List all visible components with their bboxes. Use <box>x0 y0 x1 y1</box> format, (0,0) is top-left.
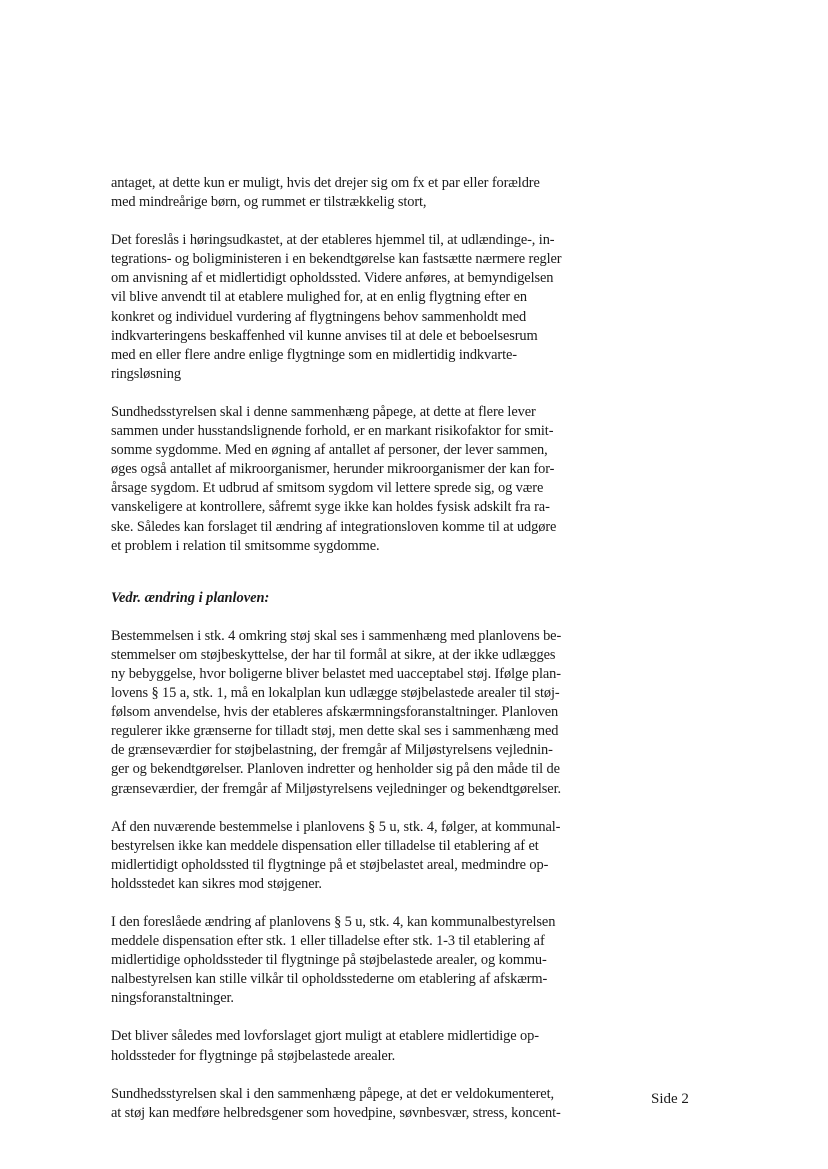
paragraph-spacer <box>111 384 605 403</box>
text-line: sammen under husstandslignende forhold, er en markant risikofaktor for smit- <box>111 423 554 440</box>
text-line: midlertidige opholdssteder til flygtninge på støjbelastede arealer, og kommu- <box>111 952 547 969</box>
text-line: lovens § 15 a, stk. 1, må en lokalplan kun udlægge støjbelastede arealer til støj- <box>111 685 560 702</box>
text-line: antaget, at dette kun er muligt, hvis det drejer sig om fx et par eller forældre <box>111 175 540 191</box>
text-line: om anvisning af et midlertidigt opholdssted. Videre anføres, at bemyndigelsen <box>111 270 554 287</box>
text-line: Det bliver således med lovforslaget gjort muligt at etablere midlertidige op- <box>111 1028 539 1045</box>
text-line: regulerer ikke grænserne for tilladt støj, men dette skal ses i sammenhæng med <box>111 723 559 740</box>
paragraph-4 <box>111 627 605 799</box>
text-line: tegrations- og boligministeren i en bekendtgørelse kan fastsætte nærmere regler <box>111 251 562 268</box>
text-line: at støj kan medføre helbredsgener som hovedpine, søvnbesvær, stress, koncent- <box>111 1104 561 1121</box>
paragraph-7 <box>111 1027 605 1065</box>
text-line: et problem i relation til smitsomme sygdomme. <box>111 537 380 554</box>
text-line: stemmelser om støjbeskyttelse, der har til formål at sikre, at der ikke udlægges <box>111 646 556 663</box>
paragraph-spacer <box>111 1066 605 1085</box>
paragraph-spacer <box>111 894 605 913</box>
text-line: med en eller flere andre enlige flygtninge som en midlertidig indkvarte- <box>111 346 517 363</box>
paragraph-8 <box>111 1085 605 1123</box>
paragraph-spacer <box>111 608 605 627</box>
paragraph-spacer <box>111 799 605 818</box>
text-line: konkret og individuel vurdering af flygtningens behov sammenholdt med <box>111 308 527 325</box>
paragraph-6 <box>111 913 605 1008</box>
section-heading: Vedr. ændring i planloven: <box>111 589 270 606</box>
text-line: Af den nuværende bestemmelse i planlovens § 5 u, stk. 4, følger, at kommunal- <box>111 818 561 835</box>
text-line: ger og bekendtgørelser. Planloven indretter og henholder sig på den måde til de <box>111 761 560 778</box>
section-spacer <box>111 556 605 589</box>
text-line: med mindreårige børn, og rummet er tilstrækkelig stort, <box>111 194 427 211</box>
text-line: indkvarteringens beskaffenhed vil kunne anvises til at dele et beboelsesrum <box>111 327 538 344</box>
paragraph-spacer <box>111 1008 605 1027</box>
text-line: øges også antallet af mikroorganismer, herunder mikroorganismer der kan for- <box>111 461 555 478</box>
text-line: meddele dispensation efter stk. 1 eller tilladelse efter stk. 1-3 til etablering af <box>111 933 545 950</box>
paragraph-3 <box>111 403 605 556</box>
page-number: Side 2 <box>651 1091 689 1107</box>
paragraph-2 <box>111 231 605 384</box>
text-line: nalbestyrelsen kan stille vilkår til opholdsstederne om etablering af afskærm- <box>111 971 548 988</box>
text-line: Sundhedsstyrelsen skal i denne sammenhæng påpege, at dette at flere lever <box>111 403 536 420</box>
text-line: midlertidigt opholdssted til flygtninge på et støjbelastet areal, medmindre op- <box>111 856 549 873</box>
text-line: de grænseværdier for støjbelastning, der fremgår af Miljøstyrelsens vejlednin- <box>111 742 553 759</box>
paragraph-spacer <box>111 212 605 231</box>
text-line: somme sygdomme. Med en øgning af antallet af personer, der lever sammen, <box>111 442 548 459</box>
text-line: ske. Således kan forslaget til ændring af integrationsloven komme til at udgøre <box>111 518 557 535</box>
text-line: bestyrelsen ikke kan meddele dispensation eller tilladelse til etablering af et <box>111 837 539 854</box>
text-line: følsom anvendelse, hvis der etableres afskærmningsforanstaltninger. Planloven <box>111 704 559 721</box>
text-line: vil blive anvendt til at etablere mulighed for, at en enlig flygtning efter en <box>111 289 528 306</box>
text-line: holdsstedet kan sikres mod støjgener. <box>111 875 322 892</box>
text-line: holdssteder for flygtninge på støjbelastede arealer. <box>111 1047 396 1064</box>
document-body <box>111 174 605 1123</box>
text-line: Sundhedsstyrelsen skal i den sammenhæng påpege, at det er veldokumenteret, <box>111 1085 554 1102</box>
text-line: grænseværdier, der fremgår af Miljøstyrelsens vejledninger og bekendtgørelser. <box>111 780 561 797</box>
text-line: Bestemmelsen i stk. 4 omkring støj skal ses i sammenhæng med planlovens be- <box>111 627 562 644</box>
text-line: Det foreslås i høringsudkastet, at der etableres hjemmel til, at udlændinge-, in- <box>111 232 555 249</box>
text-line: ringsløsning <box>111 365 181 382</box>
text-line: I den foreslåede ændring af planlovens § 5 u, stk. 4, kan kommunalbestyrelsen <box>111 914 556 930</box>
text-line: årsage sygdom. Et udbrud af smitsom sygdom vil lettere sprede sig, og være <box>111 480 544 497</box>
paragraph-1 <box>111 174 605 212</box>
paragraph-5 <box>111 818 605 894</box>
text-line: ningsforanstaltninger. <box>111 990 234 1007</box>
text-line: vanskeligere at kontrollere, såfremt syge ikke kan holdes fysisk adskilt fra ra- <box>111 499 550 516</box>
text-line: ny bebyggelse, hvor boligerne bliver belastet med uacceptabel støj. Ifølge plan- <box>111 665 561 682</box>
